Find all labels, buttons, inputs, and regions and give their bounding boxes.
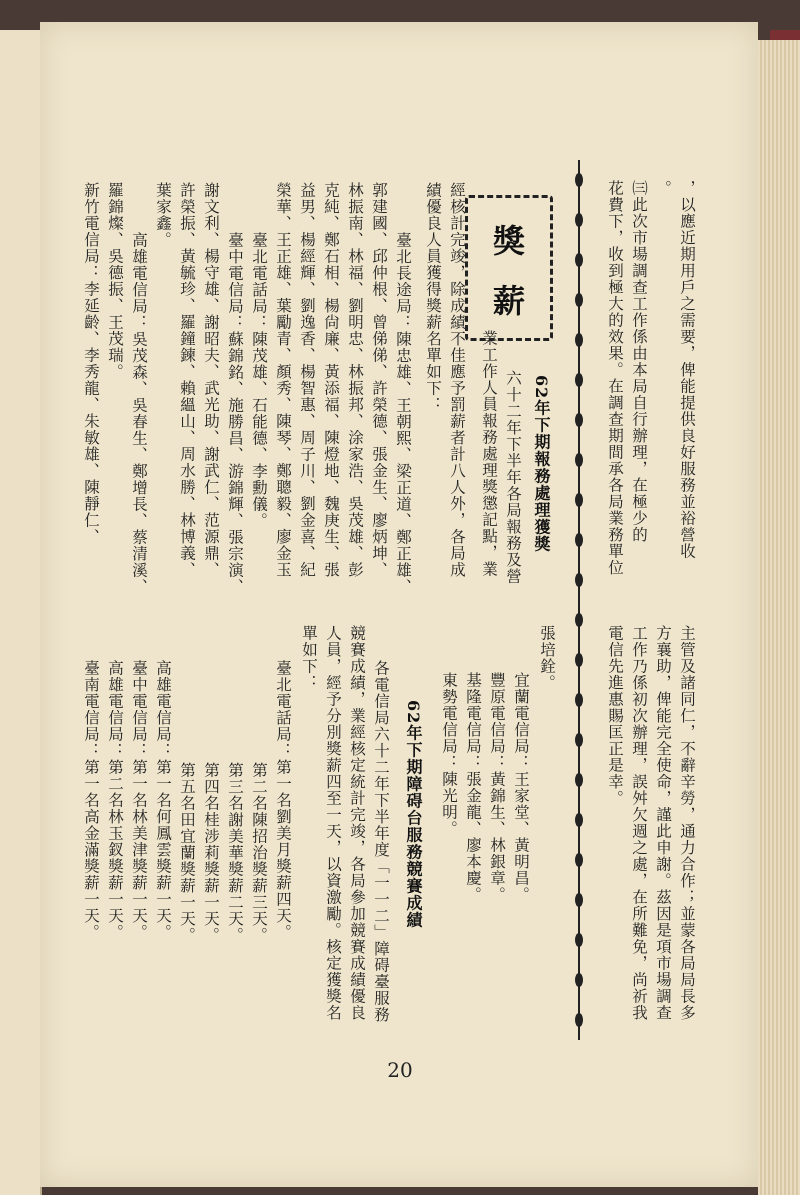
text-column: 績優良人員獲得獎薪名單如下： (424, 182, 442, 413)
award-list-line: 第五名田宜蘭獎薪一天。 (178, 762, 196, 944)
section-title: 62年下期報務處理獲獎 (532, 375, 551, 553)
award-list-line: 林振南、林福、劉明忠、林振邦、涂家浩、吳茂雄、彭 (346, 182, 364, 578)
text-column: ，以應近期用戶之需要，俾能提供良好服務並裕營收 (678, 180, 696, 560)
award-list-line: 張培銓。 (538, 625, 556, 691)
page-number: 20 (387, 1058, 413, 1082)
award-heading-box (465, 195, 553, 341)
award-list-line: 高雄電信局：第一名何鳳雲獎薪一天。 (154, 660, 172, 941)
award-list-line: 臺北長途局：陳忠雄、王朝熙、梁正道、鄭正雄、 (394, 232, 412, 595)
award-list-line: 豐原電信局：黃錦生、林銀章。 (488, 672, 506, 903)
text-column: 六十二年下半年各局報務及營 (504, 370, 522, 585)
award-list-line: 第三名謝美華獎薪二天。 (226, 762, 244, 944)
ornamental-divider (574, 160, 584, 1040)
text-column: 各電信局六十二年下半年度「一一二」障碍臺服務 (372, 660, 390, 1023)
text-column: 單如下： (300, 625, 318, 691)
text-column: 業工作人員報務處理獎懲記點，業 (480, 330, 498, 578)
award-list-line: 臺中電信局：蘇錦銘、施勝昌、游錦輝、張宗演、 (226, 232, 244, 595)
award-list-line: 新竹電信局：李延齡、李秀龍、朱敏雄、陳靜仁、 (82, 182, 100, 545)
section-title: 62年下期障碍台服務競賽成績 (404, 700, 423, 929)
award-list-line: 宜蘭電信局：王家堂、黃明昌。 (512, 672, 530, 903)
award-list-line: 羅錦燦、吳德振、王茂瑞。 (106, 182, 124, 380)
text-column: 電信先進惠賜匡正是幸。 (606, 625, 624, 807)
text-column: 競賽成績，業經核定統計完竣，各局參加競賽成績優良 (348, 625, 366, 1021)
text-column: 經核計完竣，除成績不佳應予罰薪者計八人外，各局成 (448, 182, 466, 578)
award-list-line: 第四名桂涉莉獎薪一天。 (202, 762, 220, 944)
award-list-line: 益男、楊經輝、劉逸香、楊智惠、周子川、劉金喜、紀 (298, 182, 316, 578)
award-list-line: 葉家鑫。 (154, 182, 172, 248)
award-list-line: 臺北電話局：第一名劉美月獎薪四天。 (274, 660, 292, 941)
text-column: 方襄助，俾能完全使命，謹此申謝。茲因是項市場調查 (654, 625, 672, 1021)
award-char-1: 獎 (492, 222, 525, 260)
award-list-line: 臺南電信局：第一名高金滿獎薪一天。 (82, 660, 100, 941)
award-list-line: 榮華、王正雄、葉勵青、顏秀、陳琴、鄭聰毅、廖金玉 (274, 182, 292, 578)
text-column: ㈢此次市場調查工作係由本局自行辦理，在極少的 (630, 180, 648, 543)
text-column: 主管及諸同仁，不辭辛勞，通力合作；並蒙各局局長多 (678, 625, 696, 1021)
award-list-line: 第二名陳招治獎薪三天。 (250, 762, 268, 944)
text-column: 花費下，收到極大的效果。在調查期間承各局業務單位 (606, 180, 624, 576)
award-list-line: 郭建國、邱仲根、曾俤俤、許榮德、張金生、廖炳坤、 (370, 182, 388, 578)
text-column: 工作乃係初次辦理，誤舛欠週之處，在所難免，尚祈我 (630, 625, 648, 1021)
award-list-line: 克純、鄭石相、楊尙廉、黃添福、陳燈地、魏庚生、張 (322, 182, 340, 578)
text-column: 。 (654, 180, 672, 197)
award-list-line: 臺北電話局：陳茂雄、石能德、李勳儀。 (250, 232, 268, 529)
document-page (40, 22, 758, 1187)
award-list-line: 東勢電信局：陳光明。 (440, 672, 458, 837)
award-char-2: 薪 (492, 282, 525, 320)
text-column: 人員，經予分別獎薪四至一天，以資激勵。核定獲獎名 (324, 625, 342, 1021)
award-list-line: 高雄電信局：吳茂森、吳春生、鄭增長、蔡清溪、 (130, 232, 148, 595)
award-list-line: 基隆電信局：張金龍、廖本慶。 (464, 672, 482, 903)
award-list-line: 謝文利、楊守雄、謝昭夫、武光助、謝武仁、范源鼎、 (202, 182, 220, 578)
award-list-line: 臺中電信局：第一名林美津獎薪一天。 (130, 660, 148, 941)
left-page-edge (0, 30, 42, 1195)
award-list-line: 高雄電信局：第二名林玉釵獎薪一天。 (106, 660, 124, 941)
award-list-line: 許榮振、黃毓珍、羅鐘鍊、賴縕山、周水勝、林博義、 (178, 182, 196, 578)
page-stack-edge (758, 40, 800, 1195)
